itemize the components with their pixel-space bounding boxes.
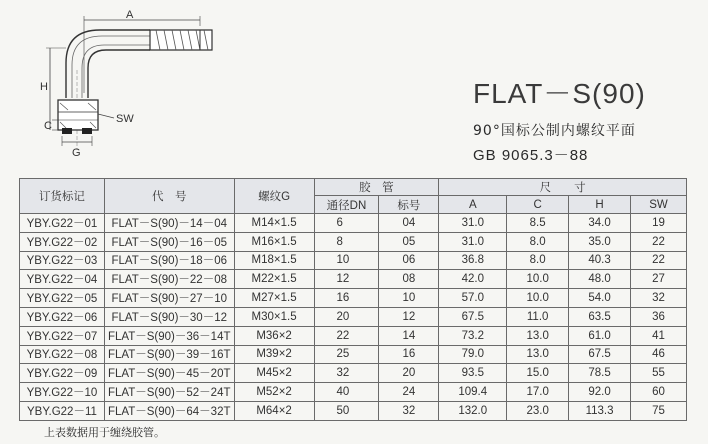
cell-thread: M22×1.5 xyxy=(234,270,314,289)
cell-thread: M45×2 xyxy=(234,364,314,383)
cell-a: 57.0 xyxy=(439,289,507,308)
cell-dn: 25 xyxy=(314,345,379,364)
cell-thread: M16×1.5 xyxy=(234,232,314,251)
table-row xyxy=(20,383,687,402)
cell-a: 31.0 xyxy=(439,214,507,233)
cell-order: YBY.G22－07 xyxy=(20,326,105,345)
cell-a: 79.0 xyxy=(439,345,507,364)
header-hose: 胶 管 xyxy=(314,179,439,196)
cell-code: FLAT－S(90)－36－14T xyxy=(104,326,234,345)
cell-dn: 50 xyxy=(314,401,379,420)
cell-mark: 05 xyxy=(379,232,439,251)
cell-mark: 10 xyxy=(379,289,439,308)
cell-a: 36.8 xyxy=(439,251,507,270)
cell-c: 8.5 xyxy=(507,214,569,233)
fitting-drawing xyxy=(40,8,230,158)
dim-label-h: H xyxy=(40,81,48,93)
cell-code: FLAT－S(90)－27－10 xyxy=(104,289,234,308)
table-row xyxy=(20,307,687,326)
dim-label-g: G xyxy=(72,147,81,158)
cell-h: 34.0 xyxy=(569,214,631,233)
cell-order: YBY.G22－08 xyxy=(20,345,105,364)
standard-code: GB 9065.3－88 xyxy=(473,147,589,164)
cell-a: 73.2 xyxy=(439,326,507,345)
cell-a: 42.0 xyxy=(439,270,507,289)
cell-sw: 36 xyxy=(631,307,687,326)
spec-table-body xyxy=(20,214,687,421)
cell-order: YBY.G22－01 xyxy=(20,214,105,233)
cell-order: YBY.G22－06 xyxy=(20,307,105,326)
cell-thread: M30×1.5 xyxy=(234,307,314,326)
footnote: 上表数据用于缠绕胶管。 xyxy=(44,426,165,439)
cell-order: YBY.G22－09 xyxy=(20,364,105,383)
cell-mark: 14 xyxy=(379,326,439,345)
cell-sw: 75 xyxy=(631,401,687,420)
cell-sw: 22 xyxy=(631,232,687,251)
cell-thread: M18×1.5 xyxy=(234,251,314,270)
cell-dn: 20 xyxy=(314,307,379,326)
cell-mark: 24 xyxy=(379,383,439,402)
cell-mark: 16 xyxy=(379,345,439,364)
cell-code: FLAT－S(90)－39－16T xyxy=(104,345,234,364)
cell-h: 92.0 xyxy=(569,383,631,402)
cell-h: 54.0 xyxy=(569,289,631,308)
cell-a: 67.5 xyxy=(439,307,507,326)
cell-order: YBY.G22－02 xyxy=(20,232,105,251)
cell-dn: 8 xyxy=(314,232,379,251)
dim-label-a: A xyxy=(126,9,134,21)
title-block xyxy=(473,72,646,165)
cell-c: 17.0 xyxy=(507,383,569,402)
cell-sw: 60 xyxy=(631,383,687,402)
header-sw: SW xyxy=(631,196,687,214)
product-title: FLAT－S(90) xyxy=(473,78,646,109)
cell-sw: 46 xyxy=(631,345,687,364)
cell-c: 13.0 xyxy=(507,326,569,345)
cell-mark: 20 xyxy=(379,364,439,383)
cell-h: 78.5 xyxy=(569,364,631,383)
cell-mark: 32 xyxy=(379,401,439,420)
header-thread: 螺纹G xyxy=(234,179,314,214)
cell-h: 35.0 xyxy=(569,232,631,251)
cell-dn: 22 xyxy=(314,326,379,345)
table-row xyxy=(20,232,687,251)
table-row xyxy=(20,214,687,233)
cell-c: 10.0 xyxy=(507,270,569,289)
header-order-mark: 订货标记 xyxy=(20,179,105,214)
cell-dn: 6 xyxy=(314,214,379,233)
header-dn: 通径DN xyxy=(314,196,379,214)
cell-a: 109.4 xyxy=(439,383,507,402)
cell-c: 23.0 xyxy=(507,401,569,420)
cell-h: 113.3 xyxy=(569,401,631,420)
cell-c: 15.0 xyxy=(507,364,569,383)
cell-sw: 41 xyxy=(631,326,687,345)
cell-c: 8.0 xyxy=(507,232,569,251)
table-row xyxy=(20,326,687,345)
cell-dn: 40 xyxy=(314,383,379,402)
table-row xyxy=(20,289,687,308)
cell-thread: M36×2 xyxy=(234,326,314,345)
cell-code: FLAT－S(90)－45－20T xyxy=(104,364,234,383)
cell-dn: 16 xyxy=(314,289,379,308)
cell-dn: 10 xyxy=(314,251,379,270)
cell-c: 13.0 xyxy=(507,345,569,364)
cell-mark: 12 xyxy=(379,307,439,326)
cell-mark: 06 xyxy=(379,251,439,270)
table-row xyxy=(20,364,687,383)
cell-order: YBY.G22－10 xyxy=(20,383,105,402)
table-row xyxy=(20,345,687,364)
cell-h: 61.0 xyxy=(569,326,631,345)
header-code: 代 号 xyxy=(104,179,234,214)
cell-order: YBY.G22－04 xyxy=(20,270,105,289)
dim-label-c: C xyxy=(44,120,52,132)
cell-dn: 32 xyxy=(314,364,379,383)
cell-a: 93.5 xyxy=(439,364,507,383)
cell-sw: 32 xyxy=(631,289,687,308)
cell-order: YBY.G22－03 xyxy=(20,251,105,270)
cell-thread: M64×2 xyxy=(234,401,314,420)
cell-code: FLAT－S(90)－22－08 xyxy=(104,270,234,289)
table-row xyxy=(20,251,687,270)
cell-code: FLAT－S(90)－64－32T xyxy=(104,401,234,420)
cell-thread: M52×2 xyxy=(234,383,314,402)
cell-code: FLAT－S(90)－16－05 xyxy=(104,232,234,251)
cell-c: 10.0 xyxy=(507,289,569,308)
cell-sw: 27 xyxy=(631,270,687,289)
cell-c: 8.0 xyxy=(507,251,569,270)
cell-order: YBY.G22－05 xyxy=(20,289,105,308)
product-description: 90°国标公制内螺纹平面 xyxy=(473,123,636,139)
header-mark: 标号 xyxy=(379,196,439,214)
header-a: A xyxy=(439,196,507,214)
cell-h: 67.5 xyxy=(569,345,631,364)
table-row xyxy=(20,401,687,420)
header-h: H xyxy=(569,196,631,214)
dim-label-sw: SW xyxy=(116,113,134,125)
cell-h: 63.5 xyxy=(569,307,631,326)
cell-thread: M27×1.5 xyxy=(234,289,314,308)
cell-a: 31.0 xyxy=(439,232,507,251)
cell-h: 40.3 xyxy=(569,251,631,270)
cell-c: 11.0 xyxy=(507,307,569,326)
cell-order: YBY.G22－11 xyxy=(20,401,105,420)
cell-a: 132.0 xyxy=(439,401,507,420)
cell-thread: M14×1.5 xyxy=(234,214,314,233)
cell-code: FLAT－S(90)－52－24T xyxy=(104,383,234,402)
cell-dn: 12 xyxy=(314,270,379,289)
cell-mark: 04 xyxy=(379,214,439,233)
cell-h: 48.0 xyxy=(569,270,631,289)
cell-code: FLAT－S(90)－18－06 xyxy=(104,251,234,270)
cell-sw: 19 xyxy=(631,214,687,233)
cell-sw: 55 xyxy=(631,364,687,383)
cell-code: FLAT－S(90)－14－04 xyxy=(104,214,234,233)
header-c: C xyxy=(507,196,569,214)
cell-thread: M39×2 xyxy=(234,345,314,364)
spec-table xyxy=(19,178,687,421)
cell-sw: 22 xyxy=(631,251,687,270)
cell-mark: 08 xyxy=(379,270,439,289)
header-dimensions: 尺 寸 xyxy=(439,179,687,196)
cell-code: FLAT－S(90)－30－12 xyxy=(104,307,234,326)
table-row xyxy=(20,270,687,289)
